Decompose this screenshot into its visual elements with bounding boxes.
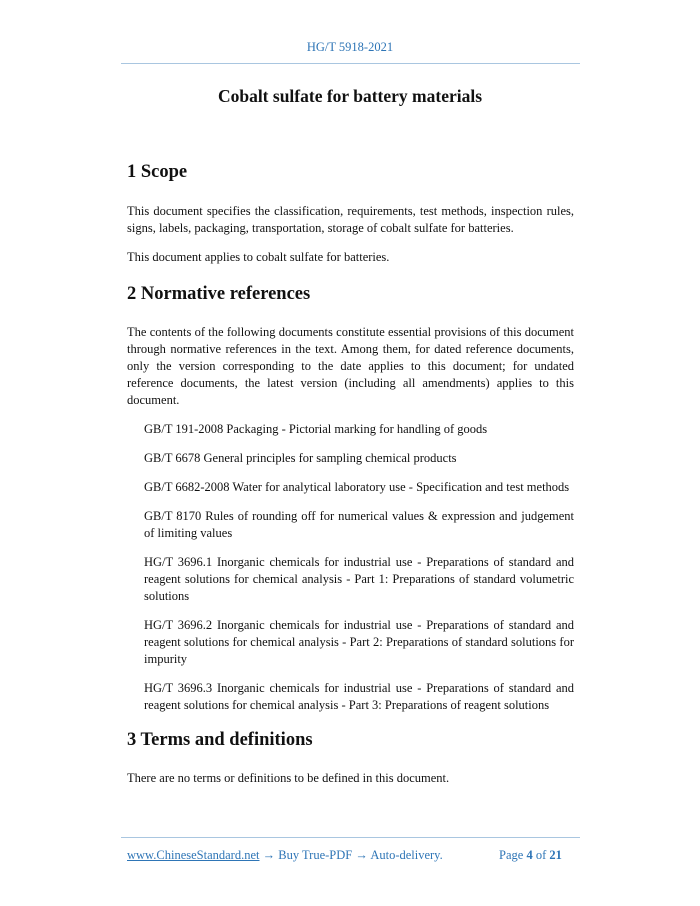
- footer-divider: [121, 837, 580, 838]
- normative-intro-paragraph: The contents of the following documents constitute essential provisions of this document through normative references in the text. Among them, for dated reference documents, only the version corresponding to the date applies to this document; for undated reference documents, the latest version (including all amendments) applies to this document.: [127, 325, 574, 407]
- page-of-label: of: [535, 848, 547, 862]
- arrow-right-icon: →: [355, 848, 368, 862]
- document-title: Cobalt sulfate for battery materials: [217, 86, 483, 106]
- section-heading-normative-references: 2 Normative references: [127, 284, 311, 304]
- terms-paragraph: There are no terms or definitions to be defined in this document.: [127, 771, 450, 785]
- reference-item: GB/T 8170 Rules of rounding off for numerical values & expression and judgement of limiting values: [144, 509, 574, 540]
- reference-item: GB/T 6682-2008 Water for analytical laboratory use - Specification and test methods: [144, 480, 570, 494]
- standard-code-header: HG/T 5918-2021: [306, 40, 394, 54]
- arrow-right-icon: →: [262, 848, 276, 862]
- reference-item: HG/T 3696.1 Inorganic chemicals for industrial use - Preparations of standard and reagent solutions for chemical analysis - Part 1: Preparations of standard volumetric solutions: [144, 555, 574, 603]
- website-link[interactable]: www.ChineseStandard.net: [127, 848, 260, 862]
- scope-paragraph: This document specifies the classification, requirements, test methods, inspection rules, signs, labels, packaging, transportation, storage of cobalt sulfate for batteries.: [127, 204, 574, 235]
- header-divider: [121, 63, 580, 64]
- scope-paragraph: This document applies to cobalt sulfate for batteries.: [127, 250, 390, 264]
- section-heading-terms-definitions: 3 Terms and definitions: [127, 730, 313, 750]
- page-number: [499, 848, 562, 863]
- reference-item: HG/T 3696.3 Inorganic chemicals for industrial use - Preparations of standard and reagent solutions for chemical analysis - Part 3: Preparations of reagent solutions: [144, 681, 574, 712]
- reference-item: HG/T 3696.2 Inorganic chemicals for industrial use - Preparations of standard and reagent solutions for chemical analysis - Part 2: Preparations of standard solutions for impurity: [144, 618, 574, 666]
- page-current: 4: [526, 848, 533, 862]
- section-heading-scope: 1 Scope: [127, 162, 188, 182]
- buy-pdf-text: Buy True-PDF: [278, 848, 353, 862]
- footer-promo: [127, 848, 443, 863]
- reference-item: GB/T 6678 General principles for sampling chemical products: [144, 451, 457, 465]
- reference-item: GB/T 191-2008 Packaging - Pictorial marking for handling of goods: [144, 422, 488, 436]
- auto-delivery-text: Auto-delivery.: [370, 848, 443, 862]
- page-total: 21: [549, 848, 562, 862]
- document-body: [127, 160, 574, 787]
- page-label: Page: [499, 848, 524, 862]
